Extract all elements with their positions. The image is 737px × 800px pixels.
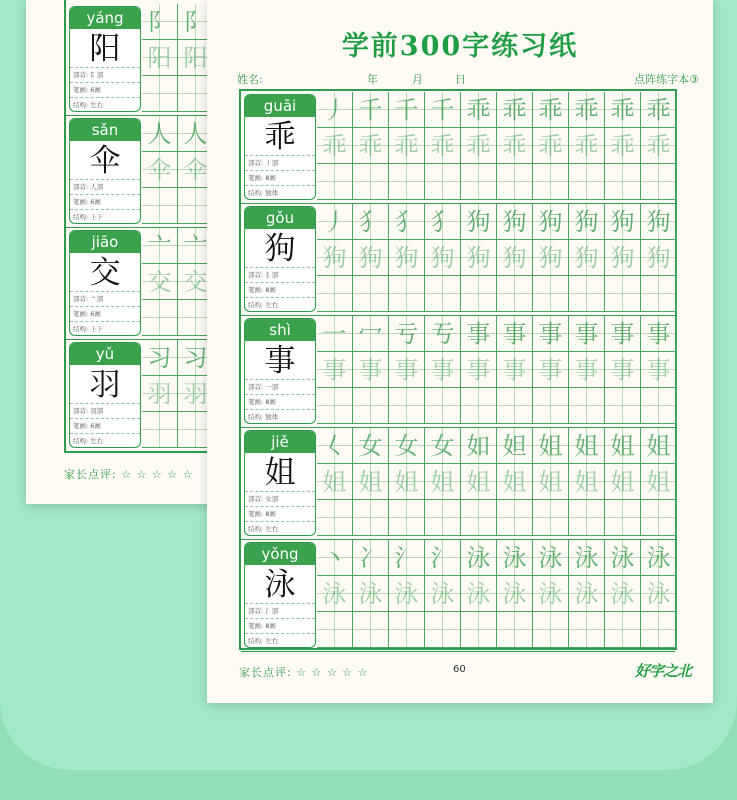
stroke-count-info: 笔画: 6画 <box>70 194 140 209</box>
stroke-order-cell[interactable]: 习 <box>178 340 214 376</box>
model-character: 伞 <box>89 143 121 179</box>
trace-cell[interactable]: 狗 <box>425 240 461 276</box>
trace-cell[interactable]: 狗 <box>353 240 389 276</box>
blank-writing-cell[interactable] <box>353 164 389 200</box>
stroke-order-cell[interactable]: 泳 <box>569 540 605 576</box>
stroke-order-cell[interactable]: 犭 <box>389 204 425 240</box>
blank-writing-cell[interactable] <box>389 276 425 312</box>
stroke-order-cell[interactable]: 阝 <box>142 4 178 40</box>
stroke-order-cell[interactable]: 亐 <box>425 316 461 352</box>
character-info-card <box>69 230 141 336</box>
pinyin-label: yáng <box>70 7 140 29</box>
stroke-count-info: 笔画: 6画 <box>70 306 140 321</box>
blank-writing-cell[interactable] <box>497 388 533 424</box>
trace-cell[interactable]: 泳 <box>497 576 533 612</box>
structure-info: 结构: 独体 <box>245 409 315 424</box>
trace-cell[interactable]: 姐 <box>353 464 389 500</box>
blank-writing-cell[interactable] <box>641 164 677 200</box>
blank-writing-cell[interactable] <box>533 276 569 312</box>
stroke-order-cell[interactable]: 丿 <box>317 204 353 240</box>
trace-cell[interactable]: 泳 <box>569 576 605 612</box>
character-info-card <box>244 206 316 312</box>
stroke-count-info: 笔画: 8画 <box>245 506 315 521</box>
trace-cell[interactable]: 事 <box>461 352 497 388</box>
blank-writing-cell[interactable] <box>569 164 605 200</box>
structure-info: 结构: 上下 <box>70 209 140 224</box>
trace-cell[interactable]: 事 <box>353 352 389 388</box>
stroke-order-cell[interactable]: 习 <box>142 340 178 376</box>
front-worksheet <box>207 0 713 703</box>
blank-writing-cell[interactable] <box>605 612 641 648</box>
blank-writing-cell[interactable] <box>142 188 178 224</box>
trace-cell[interactable]: 事 <box>317 352 353 388</box>
trace-cell[interactable]: 泳 <box>353 576 389 612</box>
radical-info: 部首: 犭部 <box>245 267 315 282</box>
stroke-order-cell[interactable]: 𡿨 <box>317 428 353 464</box>
trace-cell[interactable]: 阳 <box>178 40 214 76</box>
trace-cell[interactable]: 伞 <box>178 152 214 188</box>
blank-writing-cell[interactable] <box>142 76 178 112</box>
stroke-order-cell[interactable]: 事 <box>605 316 641 352</box>
trace-cell[interactable]: 狗 <box>317 240 353 276</box>
stroke-order-cell[interactable]: 狗 <box>569 204 605 240</box>
trace-cell[interactable]: 乖 <box>497 128 533 164</box>
trace-cell[interactable]: 事 <box>389 352 425 388</box>
stroke-order-cell[interactable]: 丶 <box>317 540 353 576</box>
structure-info: 结构: 左右 <box>70 97 140 112</box>
trace-cell[interactable]: 伞 <box>142 152 178 188</box>
character-row <box>241 203 675 316</box>
stroke-order-cell[interactable]: 事 <box>533 316 569 352</box>
stroke-order-cell[interactable]: 狗 <box>461 204 497 240</box>
pinyin-label: shì <box>245 319 315 341</box>
radical-info: 部首: 丿部 <box>245 155 315 170</box>
blank-writing-cell[interactable] <box>389 500 425 536</box>
stroke-order-cell[interactable]: 犭 <box>353 204 389 240</box>
stroke-order-cell[interactable]: 泳 <box>497 540 533 576</box>
trace-cell[interactable]: 乖 <box>569 128 605 164</box>
structure-info: 结构: 左右 <box>245 297 315 312</box>
stroke-order-cell[interactable]: 人 <box>178 116 214 152</box>
character-info-card <box>69 118 141 224</box>
blank-writing-cell[interactable] <box>641 276 677 312</box>
blank-writing-cell[interactable] <box>497 276 533 312</box>
blank-writing-cell[interactable] <box>605 388 641 424</box>
trace-cell[interactable]: 姐 <box>497 464 533 500</box>
blank-writing-cell[interactable] <box>142 300 178 336</box>
stroke-order-cell[interactable]: 狗 <box>533 204 569 240</box>
parent-rating: 家长点评: ☆ ☆ ☆ ☆ ☆ <box>239 666 369 679</box>
stroke-order-cell[interactable]: 乖 <box>605 92 641 128</box>
stroke-order-cell[interactable]: 姐 <box>533 428 569 464</box>
trace-cell[interactable]: 阳 <box>142 40 178 76</box>
stroke-order-cell[interactable]: 妲 <box>497 428 533 464</box>
blank-writing-cell[interactable] <box>605 500 641 536</box>
blank-writing-cell[interactable] <box>317 276 353 312</box>
stroke-order-cell[interactable]: 姐 <box>641 428 677 464</box>
blank-writing-cell[interactable] <box>425 612 461 648</box>
stroke-order-cell[interactable]: 泳 <box>533 540 569 576</box>
stroke-order-cell[interactable]: 氵 <box>425 540 461 576</box>
stroke-order-cell[interactable]: 阝 <box>178 4 214 40</box>
trace-cell[interactable]: 姐 <box>389 464 425 500</box>
trace-cell[interactable]: 泳 <box>605 576 641 612</box>
trace-cell[interactable]: 狗 <box>533 240 569 276</box>
blank-writing-cell[interactable] <box>533 388 569 424</box>
blank-writing-cell[interactable] <box>317 388 353 424</box>
practice-cells <box>317 539 675 651</box>
pinyin-label: jiāo <box>70 231 140 253</box>
structure-info: 结构: 独体 <box>245 185 315 200</box>
practice-cells <box>317 91 675 203</box>
radical-info: 部首: 女部 <box>245 491 315 506</box>
trace-cell[interactable]: 泳 <box>389 576 425 612</box>
blank-writing-cell[interactable] <box>425 164 461 200</box>
blank-writing-cell[interactable] <box>461 388 497 424</box>
stroke-order-cell[interactable]: 事 <box>497 316 533 352</box>
trace-cell[interactable]: 乖 <box>425 128 461 164</box>
stroke-order-cell[interactable]: 氵 <box>389 540 425 576</box>
stroke-count-info: 笔画: 6画 <box>70 82 140 97</box>
stroke-order-cell[interactable]: 乖 <box>569 92 605 128</box>
trace-cell[interactable]: 泳 <box>533 576 569 612</box>
radical-info: 部首: 亠部 <box>70 291 140 306</box>
structure-info: 结构: 左右 <box>245 521 315 536</box>
blank-writing-cell[interactable] <box>461 612 497 648</box>
blank-writing-cell[interactable] <box>425 276 461 312</box>
character-info-card <box>244 318 316 424</box>
blank-writing-cell[interactable] <box>569 612 605 648</box>
structure-info: 结构: 左右 <box>245 633 315 648</box>
stroke-order-cell[interactable]: 姐 <box>569 428 605 464</box>
blank-writing-cell[interactable] <box>605 164 641 200</box>
character-row <box>241 539 675 652</box>
radical-info: 部首: 羽部 <box>70 403 140 418</box>
trace-cell[interactable]: 泳 <box>317 576 353 612</box>
blank-writing-cell[interactable] <box>569 500 605 536</box>
page-number: 60 <box>453 664 466 675</box>
stroke-order-cell[interactable]: 亠 <box>142 228 178 264</box>
trace-cell[interactable]: 事 <box>569 352 605 388</box>
trace-cell[interactable]: 事 <box>641 352 677 388</box>
blank-writing-cell[interactable] <box>317 500 353 536</box>
trace-cell[interactable]: 狗 <box>641 240 677 276</box>
blank-writing-cell[interactable] <box>353 500 389 536</box>
structure-info: 结构: 左右 <box>70 433 140 448</box>
trace-cell[interactable]: 乖 <box>389 128 425 164</box>
book-label: 点阵练字本③ <box>634 73 699 86</box>
character-info-card <box>69 342 141 448</box>
pinyin-label: yǔ <box>70 343 140 365</box>
model-character: 交 <box>89 255 121 291</box>
trace-cell[interactable]: 姐 <box>605 464 641 500</box>
structure-info: 结构: 上下 <box>70 321 140 336</box>
stroke-order-cell[interactable]: 乖 <box>641 92 677 128</box>
month-label: 月 <box>412 73 423 86</box>
radical-info: 部首: 阝部 <box>70 67 140 82</box>
stroke-order-cell[interactable]: 冫 <box>353 540 389 576</box>
stroke-order-cell[interactable]: 冖 <box>353 316 389 352</box>
stroke-order-cell[interactable]: 乖 <box>497 92 533 128</box>
stroke-order-cell[interactable]: 女 <box>353 428 389 464</box>
blank-writing-cell[interactable] <box>533 164 569 200</box>
trace-cell[interactable]: 交 <box>178 264 214 300</box>
practice-cells <box>317 203 675 315</box>
blank-writing-cell[interactable] <box>425 388 461 424</box>
stroke-order-cell[interactable]: 一 <box>317 316 353 352</box>
trace-cell[interactable]: 事 <box>533 352 569 388</box>
blank-writing-cell[interactable] <box>142 412 178 448</box>
blank-writing-cell[interactable] <box>569 388 605 424</box>
stroke-order-cell[interactable]: 泳 <box>641 540 677 576</box>
stroke-order-cell[interactable]: 乖 <box>461 92 497 128</box>
stroke-count-info: 笔画: 6画 <box>70 418 140 433</box>
trace-cell[interactable]: 事 <box>497 352 533 388</box>
stroke-order-cell[interactable]: 女 <box>425 428 461 464</box>
radical-info: 部首: 氵部 <box>245 603 315 618</box>
stroke-order-cell[interactable]: 姐 <box>605 428 641 464</box>
stroke-count-info: 笔画: 8画 <box>245 170 315 185</box>
blank-writing-cell[interactable] <box>641 500 677 536</box>
character-info-card <box>244 430 316 536</box>
stroke-order-cell[interactable]: 人 <box>142 116 178 152</box>
blank-writing-cell[interactable] <box>497 164 533 200</box>
pinyin-label: sǎn <box>70 119 140 141</box>
radical-info: 部首: 一部 <box>245 379 315 394</box>
trace-cell[interactable]: 乖 <box>533 128 569 164</box>
model-character: 乖 <box>264 119 296 155</box>
stroke-order-cell[interactable]: 千 <box>425 92 461 128</box>
trace-cell[interactable]: 姐 <box>533 464 569 500</box>
trace-cell[interactable]: 羽 <box>178 376 214 412</box>
blank-writing-cell[interactable] <box>533 612 569 648</box>
character-info-card <box>69 6 141 112</box>
stroke-order-cell[interactable]: 事 <box>641 316 677 352</box>
trace-cell[interactable]: 乖 <box>317 128 353 164</box>
day-label: 日 <box>455 73 466 86</box>
model-character: 姐 <box>264 455 296 491</box>
character-row <box>241 315 675 428</box>
stroke-order-cell[interactable]: 事 <box>569 316 605 352</box>
model-character: 羽 <box>89 367 121 403</box>
blank-writing-cell[interactable] <box>353 276 389 312</box>
pinyin-label: guāi <box>245 95 315 117</box>
trace-cell[interactable]: 乖 <box>605 128 641 164</box>
stroke-order-cell[interactable]: 丿 <box>317 92 353 128</box>
brand-logo: 好字之北 <box>634 662 691 680</box>
trace-cell[interactable]: 羽 <box>142 376 178 412</box>
practice-cells <box>317 315 675 427</box>
trace-cell[interactable]: 乖 <box>461 128 497 164</box>
trace-cell[interactable]: 乖 <box>641 128 677 164</box>
blank-writing-cell[interactable] <box>497 500 533 536</box>
worksheet-title: 学前300字练习纸 <box>341 31 579 62</box>
blank-writing-cell[interactable] <box>389 612 425 648</box>
trace-cell[interactable]: 事 <box>605 352 641 388</box>
front-practice-grid <box>239 89 677 650</box>
model-character: 狗 <box>264 231 296 267</box>
stroke-order-cell[interactable]: 事 <box>461 316 497 352</box>
trace-cell[interactable]: 交 <box>142 264 178 300</box>
stroke-order-cell[interactable]: 千 <box>353 92 389 128</box>
name-label: 姓名: <box>237 73 263 86</box>
radical-info: 部首: 人部 <box>70 179 140 194</box>
stroke-count-info: 笔画: 8画 <box>245 282 315 297</box>
blank-writing-cell[interactable] <box>461 276 497 312</box>
model-character: 泳 <box>264 567 296 603</box>
trace-cell[interactable]: 乖 <box>353 128 389 164</box>
stroke-count-info: 笔画: 8画 <box>245 394 315 409</box>
blank-writing-cell[interactable] <box>317 164 353 200</box>
trace-cell[interactable]: 姐 <box>461 464 497 500</box>
character-info-card <box>244 542 316 648</box>
character-info-card <box>244 94 316 200</box>
stroke-order-cell[interactable]: 狗 <box>497 204 533 240</box>
trace-cell[interactable]: 泳 <box>461 576 497 612</box>
blank-writing-cell[interactable] <box>425 500 461 536</box>
blank-writing-cell[interactable] <box>317 612 353 648</box>
trace-cell[interactable]: 狗 <box>605 240 641 276</box>
stroke-count-info: 笔画: 8画 <box>245 618 315 633</box>
blank-writing-cell[interactable] <box>461 164 497 200</box>
blank-writing-cell[interactable] <box>605 276 641 312</box>
stroke-order-cell[interactable]: 狗 <box>641 204 677 240</box>
trace-cell[interactable]: 事 <box>425 352 461 388</box>
stroke-order-cell[interactable]: 如 <box>461 428 497 464</box>
practice-cells <box>317 427 675 539</box>
stroke-order-cell[interactable]: 千 <box>389 92 425 128</box>
model-character: 事 <box>264 343 296 379</box>
blank-writing-cell[interactable] <box>569 276 605 312</box>
blank-writing-cell[interactable] <box>461 500 497 536</box>
blank-writing-cell[interactable] <box>353 612 389 648</box>
blank-writing-cell[interactable] <box>497 612 533 648</box>
trace-cell[interactable]: 狗 <box>569 240 605 276</box>
character-row <box>241 427 675 540</box>
trace-cell[interactable]: 泳 <box>425 576 461 612</box>
model-character: 阳 <box>89 31 121 67</box>
stroke-order-cell[interactable]: 狗 <box>605 204 641 240</box>
trace-cell[interactable]: 姐 <box>641 464 677 500</box>
character-row <box>241 91 675 204</box>
blank-writing-cell[interactable] <box>641 388 677 424</box>
trace-cell[interactable]: 狗 <box>389 240 425 276</box>
blank-writing-cell[interactable] <box>353 388 389 424</box>
pinyin-label: gǒu <box>245 207 315 229</box>
trace-cell[interactable]: 泳 <box>641 576 677 612</box>
trace-cell[interactable]: 姐 <box>317 464 353 500</box>
blank-writing-cell[interactable] <box>389 388 425 424</box>
stroke-order-cell[interactable]: 泳 <box>461 540 497 576</box>
trace-cell[interactable]: 狗 <box>497 240 533 276</box>
stroke-order-cell[interactable]: 泳 <box>605 540 641 576</box>
back-parent-rating: 家长点评: ☆ ☆ ☆ ☆ ☆ <box>64 468 194 481</box>
stroke-order-cell[interactable]: 女 <box>389 428 425 464</box>
year-label: 年 <box>367 73 378 86</box>
blank-writing-cell[interactable] <box>641 612 677 648</box>
stroke-order-cell[interactable]: 亏 <box>389 316 425 352</box>
blank-writing-cell[interactable] <box>389 164 425 200</box>
trace-cell[interactable]: 姐 <box>569 464 605 500</box>
pinyin-label: yǒng <box>245 543 315 565</box>
stroke-order-cell[interactable]: 亠 <box>178 228 214 264</box>
stroke-order-cell[interactable]: 乖 <box>533 92 569 128</box>
trace-cell[interactable]: 姐 <box>425 464 461 500</box>
stroke-order-cell[interactable]: 犭 <box>425 204 461 240</box>
blank-writing-cell[interactable] <box>533 500 569 536</box>
trace-cell[interactable]: 狗 <box>461 240 497 276</box>
pinyin-label: jiě <box>245 431 315 453</box>
